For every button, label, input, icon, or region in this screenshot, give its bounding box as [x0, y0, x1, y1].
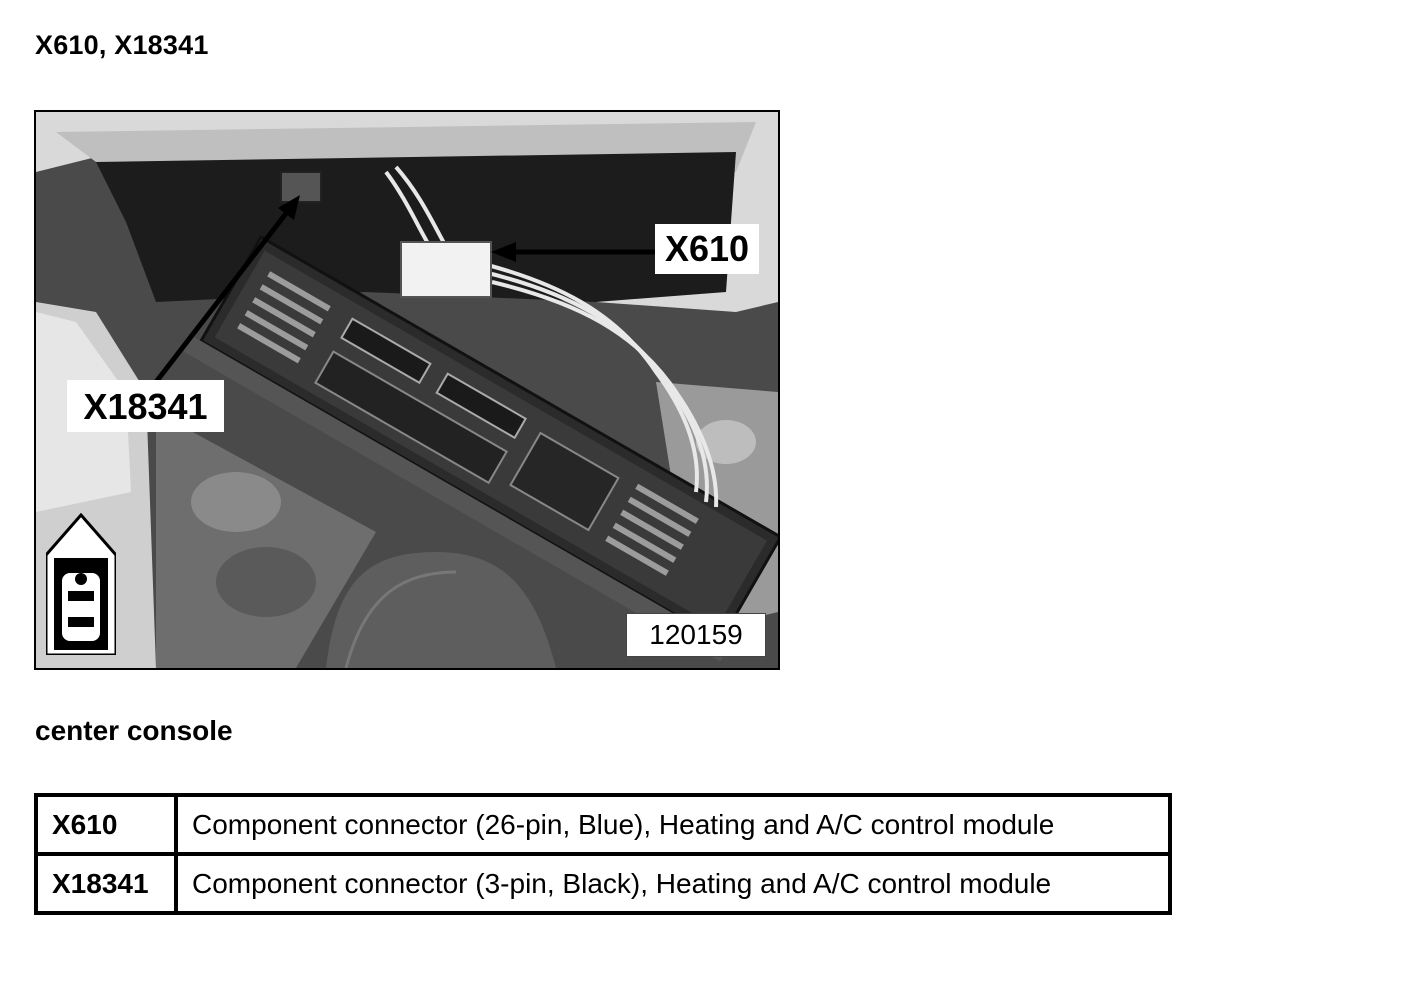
car-top-view-icon	[46, 513, 116, 655]
connector-code: X18341	[36, 854, 176, 913]
callout-x18341: X18341	[67, 380, 224, 432]
connector-description: Component connector (26-pin, Blue), Heating and A/C control module	[176, 795, 1170, 854]
page-title: X610, X18341	[35, 30, 209, 60]
figure-number: 120159	[626, 613, 766, 657]
section-heading: center console	[35, 715, 233, 746]
table-row	[36, 795, 1170, 854]
connector-code: X610	[36, 795, 176, 854]
connector-description: Component connector (3-pin, Black), Heating and A/C control module	[176, 854, 1170, 913]
table-row	[36, 854, 1170, 913]
connector-legend-table	[34, 793, 1172, 915]
callout-x610: X610	[655, 224, 759, 274]
